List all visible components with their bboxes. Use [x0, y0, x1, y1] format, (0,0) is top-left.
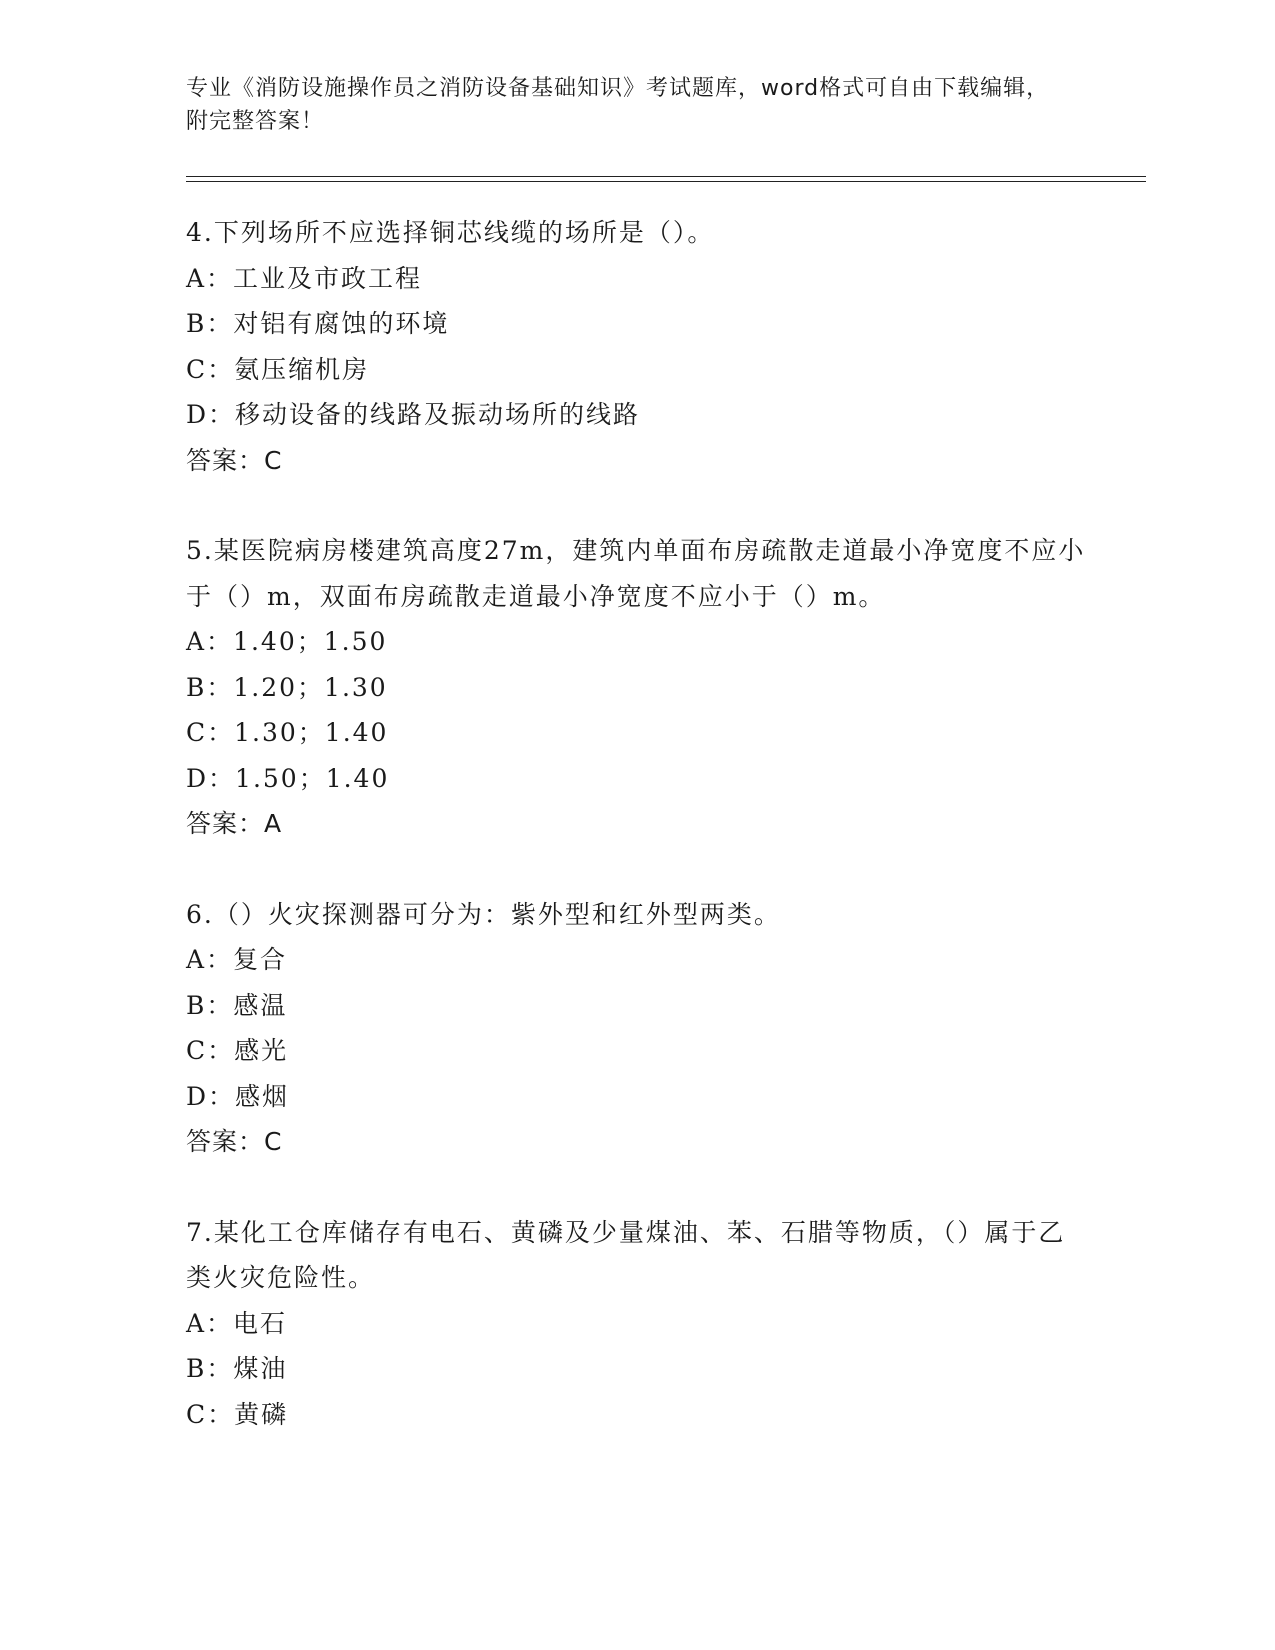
- option-c: C：1.30；1.40: [186, 718, 389, 747]
- option-d: D：1.50；1.40: [186, 763, 390, 793]
- question-stem: 6.（）火灾探测器可分为：紫外型和红外型两类。: [186, 899, 781, 929]
- answer-line: 答案：A: [186, 809, 283, 838]
- option-c: C：氨压缩机房: [186, 354, 370, 384]
- header-divider-top: [186, 176, 1146, 177]
- option-a: A：复合: [186, 945, 288, 974]
- option-c: C：黄磷: [186, 1399, 289, 1429]
- question-stem: 5.某医院病房楼建筑高度27m，建筑内单面布房疏散走道最小净宽度不应小于（）m，双面布房疏散走道最小净宽度不应小于（）m。: [186, 536, 1086, 611]
- option-a: A：电石: [186, 1308, 288, 1338]
- question-stem: 4.下列场所不应选择铜芯线缆的场所是（）。: [186, 218, 715, 247]
- option-c: C：感光: [186, 1036, 289, 1065]
- option-d: D：感烟: [186, 1081, 290, 1111]
- option-b: B：1.20；1.30: [186, 672, 388, 702]
- option-b: B：感温: [186, 990, 288, 1020]
- option-b: B：煤油: [186, 1354, 288, 1383]
- option-a: A：工业及市政工程: [186, 263, 423, 293]
- question-5: [186, 528, 1086, 847]
- option-b: B：对铝有腐蚀的环境: [186, 309, 450, 338]
- answer-line: 答案：C: [186, 445, 283, 475]
- question-list: [186, 210, 1086, 1437]
- question-7: [186, 1210, 1086, 1438]
- option-a: A：1.40；1.50: [186, 627, 388, 656]
- option-d: D：移动设备的线路及振动场所的线路: [186, 400, 641, 429]
- question-stem: 7.某化工仓库储存有电石、黄磷及少量煤油、苯、石腊等物质，（）属于乙类火灾危险性。: [186, 1217, 1066, 1292]
- document-intro: 专业《消防设施操作员之消防设备基础知识》考试题库，word格式可自由下载编辑，附完整答案！: [186, 76, 1050, 134]
- question-6: [186, 892, 1086, 1165]
- question-4: [186, 210, 1086, 483]
- header-divider-bottom: [186, 181, 1146, 182]
- answer-line: 答案：C: [186, 1127, 283, 1156]
